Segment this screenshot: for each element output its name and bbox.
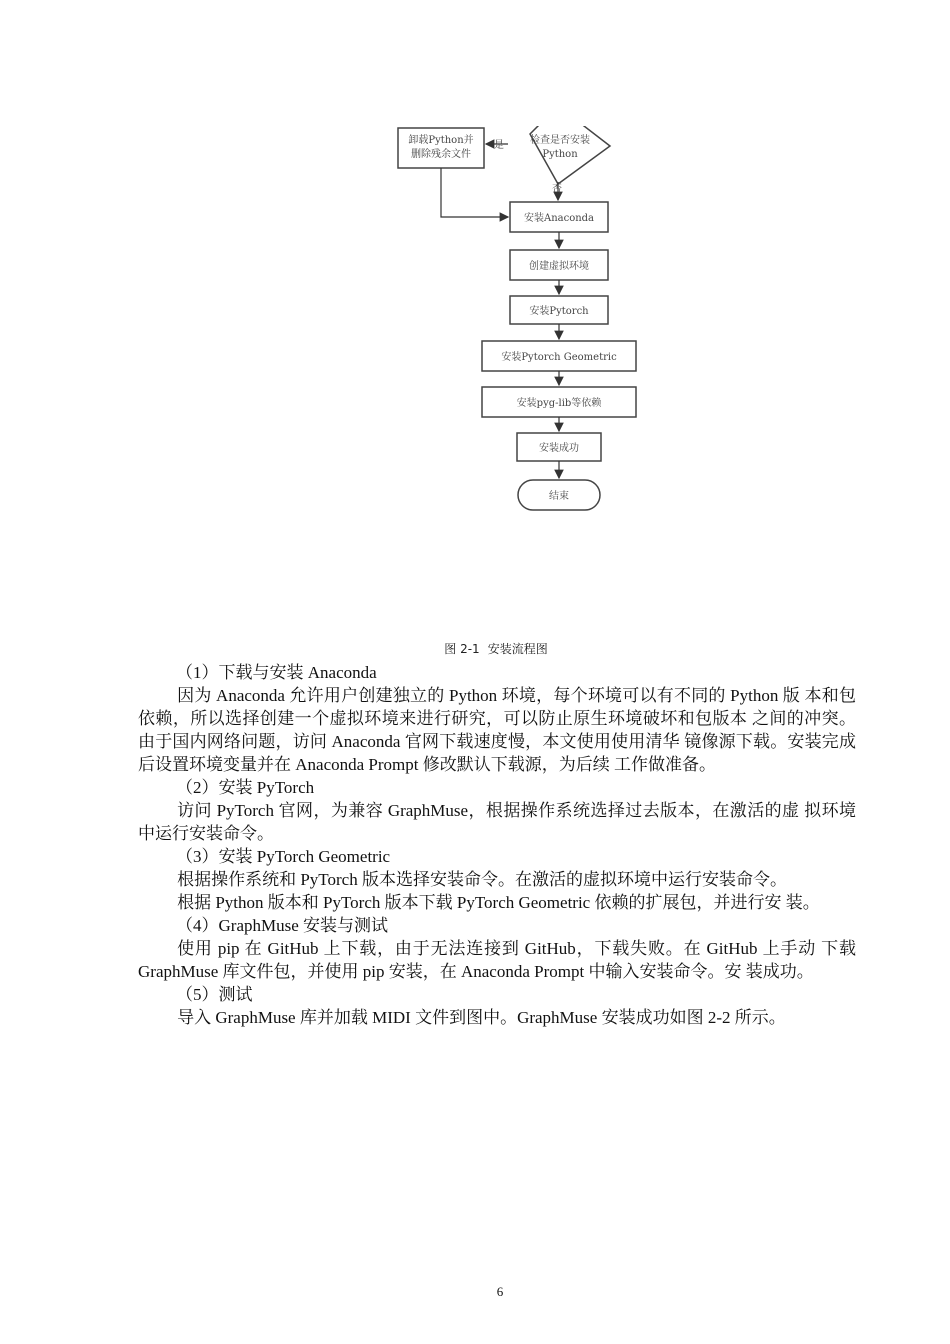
figure-caption	[0, 640, 950, 657]
step-5-label: 安装pyg-lib等依赖	[516, 398, 602, 409]
figure-title: 安装流程图	[487, 642, 548, 656]
section-heading: （1）下载与安装 Anaconda	[176, 663, 377, 682]
section-paragraph: 因为 Anaconda 允许用户创建独立的 Python 环境，每个环境可以有不同的 Python 版 本和包依赖，所以选择创建一个虚拟环境来进行研究，可以防止原生环境破坏和包版本 之间的冲突。由于国内网络问题，访问 Anaconda 官网下载速度慢，本文使用使用清华 镜像源下载。安装完成后设置环境变量并在 Anaconda Prompt 修改默认下载源，为后续 工作做准备。	[138, 686, 856, 774]
step-3-label: 安装Pytorch	[529, 306, 589, 317]
figure-number: 图 2-1	[444, 642, 480, 656]
install-flowchart	[380, 126, 660, 526]
diamond-line-2: Python	[542, 149, 578, 160]
step-6-label: 安装成功	[539, 443, 579, 454]
uninstall-python-box	[398, 128, 484, 168]
section-heading: （4）GraphMuse 安装与测试	[176, 916, 389, 935]
step-4-label: 安装Pytorch Geometric	[501, 352, 617, 363]
section-heading: （2）安装 PyTorch	[176, 778, 315, 797]
section-paragraph: 访问 PyTorch 官网，为兼容 GraphMuse，根据操作系统选择过去版本，在激活的虚 拟环境中运行安装命令。	[138, 801, 856, 843]
body-text	[138, 661, 856, 1029]
end-label: 结束	[549, 491, 569, 502]
page-number: 6	[496, 1284, 504, 1299]
section-paragraph: 根据操作系统和 PyTorch 版本选择安装命令。在激活的虚拟环境中运行安装命令。	[177, 870, 787, 889]
step-2-label: 创建虚拟环境	[529, 261, 589, 272]
diamond-line-1: 检查是否安装	[530, 135, 590, 146]
uninstall-line-2: 删除残余文件	[411, 149, 471, 160]
section-paragraph: 根据 Python 版本和 PyTorch 版本下载 PyTorch Geometric 依赖的扩展包，并进行安 装。	[177, 893, 820, 912]
step-1-label: 安装Anaconda	[523, 213, 595, 224]
yes-label: 是	[494, 140, 504, 151]
section-paragraph: 导入 GraphMuse 库并加载 MIDI 文件到图中。GraphMuse 安装成功如图 2-2 所示。	[177, 1008, 786, 1027]
section-heading: （3）安装 PyTorch Geometric	[176, 847, 391, 866]
no-label: 否	[552, 184, 562, 195]
section-paragraph: 使用 pip 在 GitHub 上下载，由于无法连接到 GitHub，下载失败。在 GitHub 上手动 下载 GraphMuse 库文件包，并使用 pip 安装，在 Anaconda Prompt 中输入安装命令。安 装成功。	[138, 939, 856, 981]
section-heading: （5）测试	[176, 985, 253, 1004]
uninstall-line-1: 卸载Python并	[408, 135, 474, 146]
